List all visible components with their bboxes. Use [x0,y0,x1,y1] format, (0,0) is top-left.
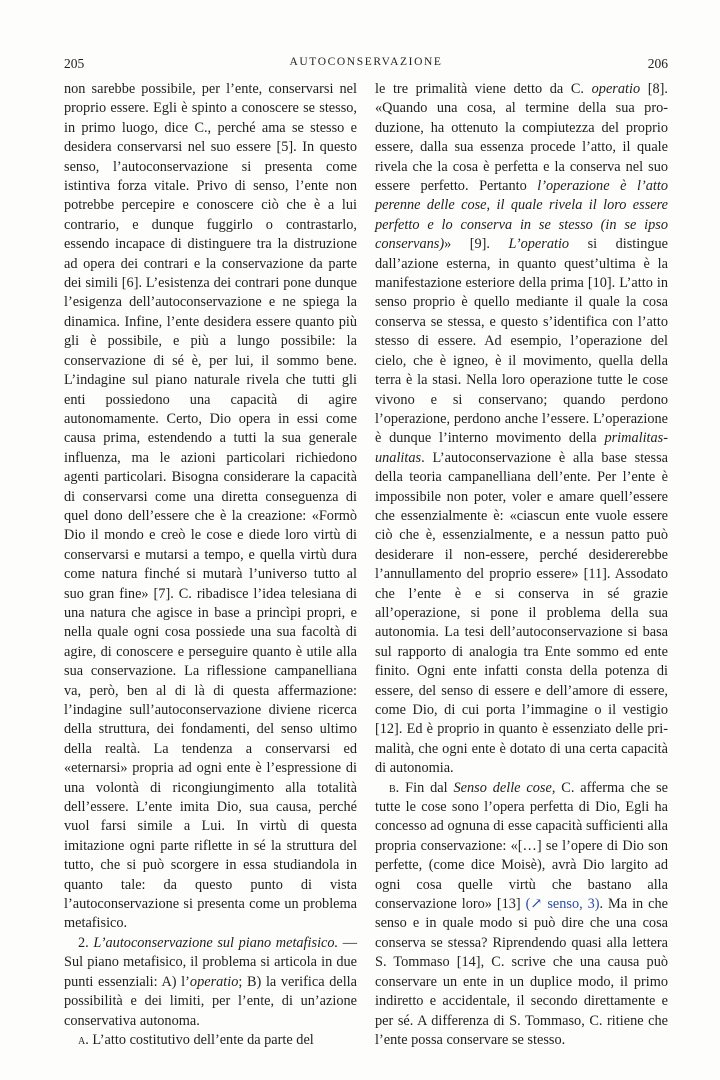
text-run: . Ma in che senso e in quale modo si può dire che una cosa conserva se stessa? Riprendendo quasi alla lettera S. Tommaso [14], C. scrive che una causa può conservare un ente in un duplice modo, il primo indiretto e accidentale, il secondo direttamente e per sé. A differenza di S. Tommaso, C. ritiene che l’ente possa conservare se stesso. [375,896,668,1048]
text-run: si distingue dall’azione esterna, in quanto quest’ultima è la manifestazione esteriore della prima [10]. L’atto in senso proprio è quello mediante il quale la cosa conserva se stessa, e questo s’identifica con l’atto stesso di essere. Ad esempio, l’operazione del cielo, che è igneo, è il movimento, quella della terra è la stasi. Nella loro operazione tutte le cose vivono e si conservano; quando perdono l’operazione, perdono anche l’essere. L’operazione è dunque l’interno movimento della [375,236,669,447]
section-2-paragraph [64,934,357,1031]
cross-reference-link[interactable]: (↗ senso, 3) [525,896,600,913]
italic-quote: l’operazione è l’atto perenne delle cose, il quale rivela il loro essere perfetto e lo conserva in se stesso (in se ipso conservans) [375,178,668,253]
page-number-left: 205 [64,56,85,71]
subsection-letter: a. [78,1031,89,1048]
right-column [375,80,668,1050]
text-run: le tre primalità viene detto da C. [375,81,592,97]
subsection-text: L’atto costitutivo dell’ente da parte del [92,1031,314,1048]
work-title: Senso delle cose [453,779,552,796]
operatio-term: operatio [189,973,239,990]
primalitas-term: primalitasunalitas [375,430,668,466]
text-run: . L’autoconservazione è alla base stessa della teoria campanelliana dell’ente. Per l’ente è impossibile non poter, voler e amare quell’essere che essenzialmente è: «ciascun ente vuole essere ciò che è, essenzialmente, e a nessun patto può desiderare il non-essere, perché desidererebbe l’annullamento del proprio essere» [11]. Assodato che l’ente è e si conserva in sé grazie all’operazione, si pone il problema della sua autonomia. La tesi dell’autoconservazione si basa sul rapporto di analogia tra Ente sommo ed ente finito. Ogni ente infatti consta della potenza di essere, del senso di essere e dell’amore di essere, come Dio, di cui porta l’immagine o il vestigio [12]. Ed è proprio in quanto è essenziato delle primalità, che ogni ente è dotato di una certa capacità di autonomia. [375,449,668,777]
text-run: , C. afferma che se tutte le cose sono l’opera perfetta di Dio, Egli ha concesso ad ognuna di esse capacità sufficienti alla propria conservazione: «[…] se l’opere di Dio son perfette, (come dice Moisè), avrà Dio largito ad ogni cosa quelle virtù che bastano alla conservazione loro» [13] [375,779,668,913]
text-run: [8]. «Quando una cosa, al termine della sua produzione, ha ottenuto la compiutezza del proprio essere, dalla sua essenza procede l’atto, il quale rivela che la cosa è perfetta e la conserva nel suo essere perfetto. Pertanto [375,81,668,195]
subsection-b-paragraph [375,779,668,1051]
section-number: 2. [78,934,89,951]
subsection-letter: b. [389,779,400,796]
running-title: AUTOCONSERVAZIONE [289,56,443,68]
text-run: » [9]. [444,236,509,253]
section-text: — Sul piano metafisico, il problema si articola in due punti essenziali: A) l’ [64,934,358,990]
subsection-a-paragraph [64,1031,357,1050]
section-title: L’autoconservazione sul piano metafisico. [93,934,339,951]
paragraph [375,80,668,779]
left-column [64,80,357,1050]
operatio-term: operatio [591,81,641,97]
running-header [64,56,668,80]
paragraph: non sarebbe possibile, per l’ente, conservarsi nel proprio essere. Egli è spinto a conoscere se stesso, in primo luogo, dice C., perché ama se stesso e desidera conservarsi nel suo essere [5]. In questo senso, l’autoconservazione si presenta come istintiva forza vitale. Privo di senso, l’ente non potrebbe percepire e conoscere ciò che è a lui contrario, e dunque fuggirlo o contrastarlo, essendo incapace di distinguere tra la distruzione ad opera dei contrari e la conservazione da parte dei simili [6]. L’esistenza dei contrari pone dunque l’esigenza dell’autoconservazione e ne spiega la dinamica. Infine, l’ente desidera essere quanto più gli è possibile, e più a lungo possibile: la conservazione di sé è, per lui, il sommo bene. L’indagine sul piano naturale rivela che tutti gli enti possiedono una capacità di agire autonomamente. Certo, Dio opera in essi come causa prima, estendendo a tutti la sua generale influenza, ma le azioni particolari richiedono agenti particolari. Bisogna considerare la capacità di conservarsi come una diretta conseguenza di quel dono dell’essere che è la creazione: «Formò Dio il mondo e creò le cose e diede loro virtù di conservarsi e mutarsi a tempo, e quella virtù dura come natura finché si mutarà l’universo tutto al suo gran fine» [7]. C. ribadisce l’idea telesiana di una natura che agisce in base a princìpi propri, e nella quale ogni cosa possiede una sua facoltà di agire, di conoscere e perseguire quanto è utile alla sua conservazione. La riflessione campanelliana va, però, ben al di là di questa affermazione: l’indagine sull’autoconservazione diviene ricerca della struttura, dei fondamenti, del senso ultimo della realtà. La tendenza a conservarsi ed «eternarsi» propria ad ogni ente è l’espressione di una volontà di ricongiungimento alla totalità dell’essere. L’ente imita Dio, sua causa, perché vuol farsi simile a Lui. In virtù di questa imitazione ogni parte riflette in sé la struttura del tutto, che si può scorgere in essa studiandola in quanto tale: da questo punto di vista l’autoconservazione si presenta come un problema metafisico. [64,81,357,932]
page-number-right: 206 [647,56,668,71]
section-text-continued: ; B) la verifica della possibilità e dei limiti, per l’ente, di un’azione conservativa autonoma. [64,973,357,1029]
operatio-term: L’operatio [508,236,570,253]
text-run: Fin dal [405,779,454,796]
